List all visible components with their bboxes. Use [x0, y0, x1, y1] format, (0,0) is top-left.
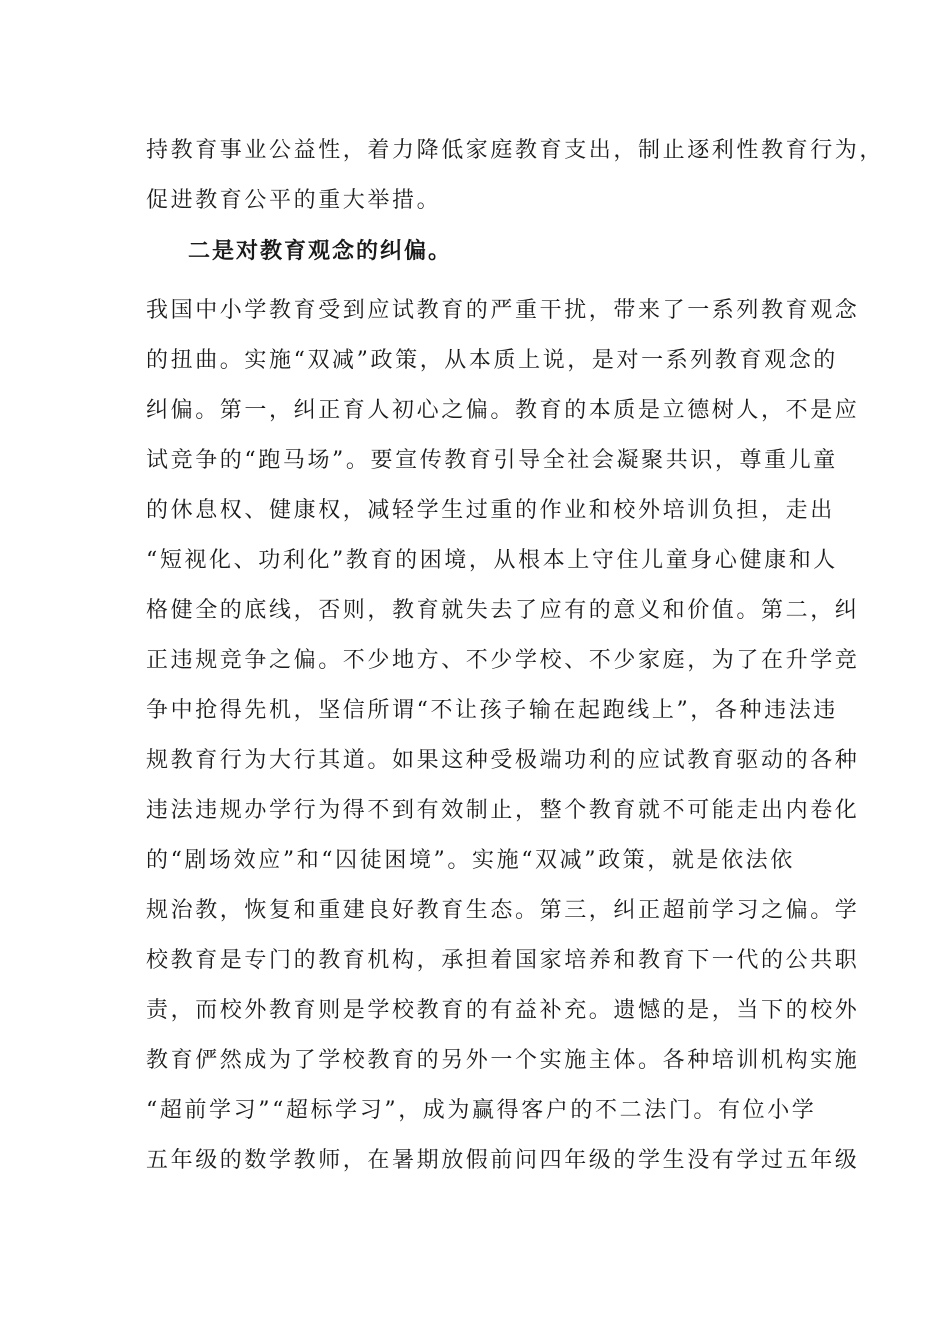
paragraph-line: 持教育事业公益性，着力降低家庭教育支出，制止逐利性教育行为，	[146, 138, 885, 163]
paragraph-line: 校教育是专门的教育机构，承担着国家培养和教育下一代的公共职	[146, 948, 860, 973]
paragraph-line: 纠偏。第一，纠正育人初心之偏。教育的本质是立德树人，不是应	[146, 398, 860, 423]
paragraph-line: 违法违规办学行为得不到有效制止，整个教育就不可能走出内卷化	[146, 798, 860, 823]
paragraph-line: “超前学习”“超标学习”，成为赢得客户的不二法门。有位小学	[146, 1098, 817, 1123]
paragraph-line: 格健全的底线，否则，教育就失去了应有的意义和价值。第二，纠	[146, 598, 860, 623]
paragraph-line: 教育俨然成为了学校教育的另外一个实施主体。各种培训机构实施	[146, 1048, 860, 1073]
paragraph-line: 我国中小学教育受到应试教育的严重干扰，带来了一系列教育观念	[146, 298, 860, 323]
paragraph-line: 争中抢得先机，坚信所谓“不让孩子输在起跑线上”，各种违法违	[146, 698, 838, 723]
paragraph-line: 试竞争的“跑马场”。要宣传教育引导全社会凝聚共识，尊重儿童	[146, 448, 838, 473]
paragraph-line: 规教育行为大行其道。如果这种受极端功利的应试教育驱动的各种	[146, 748, 860, 773]
paragraph-line: 促进教育公平的重大举措。	[146, 188, 442, 213]
paragraph-line: 正违规竞争之偏。不少地方、不少学校、不少家庭，为了在升学竞	[146, 648, 860, 673]
paragraph-line: 五年级的数学教师，在暑期放假前问四年级的学生没有学过五年级	[146, 1148, 860, 1173]
paragraph-line: 的扭曲。实施“双减”政策，从本质上说，是对一系列教育观念的	[146, 348, 838, 373]
paragraph-line: 的“剧场效应”和“囚徒困境”。实施“双减”政策，就是依法依	[146, 848, 795, 873]
paragraph-line: 规治教，恢复和重建良好教育生态。第三，纠正超前学习之偏。学	[146, 898, 860, 923]
section-heading: 二是对教育观念的纠偏。	[188, 238, 453, 264]
paragraph-line: 的休息权、健康权，减轻学生过重的作业和校外培训负担，走出	[146, 498, 835, 523]
paragraph-line: “短视化、功利化”教育的困境，从根本上守住儿童身心健康和人	[146, 548, 838, 573]
paragraph-line: 责，而校外教育则是学校教育的有益补充。遗憾的是，当下的校外	[146, 998, 860, 1023]
